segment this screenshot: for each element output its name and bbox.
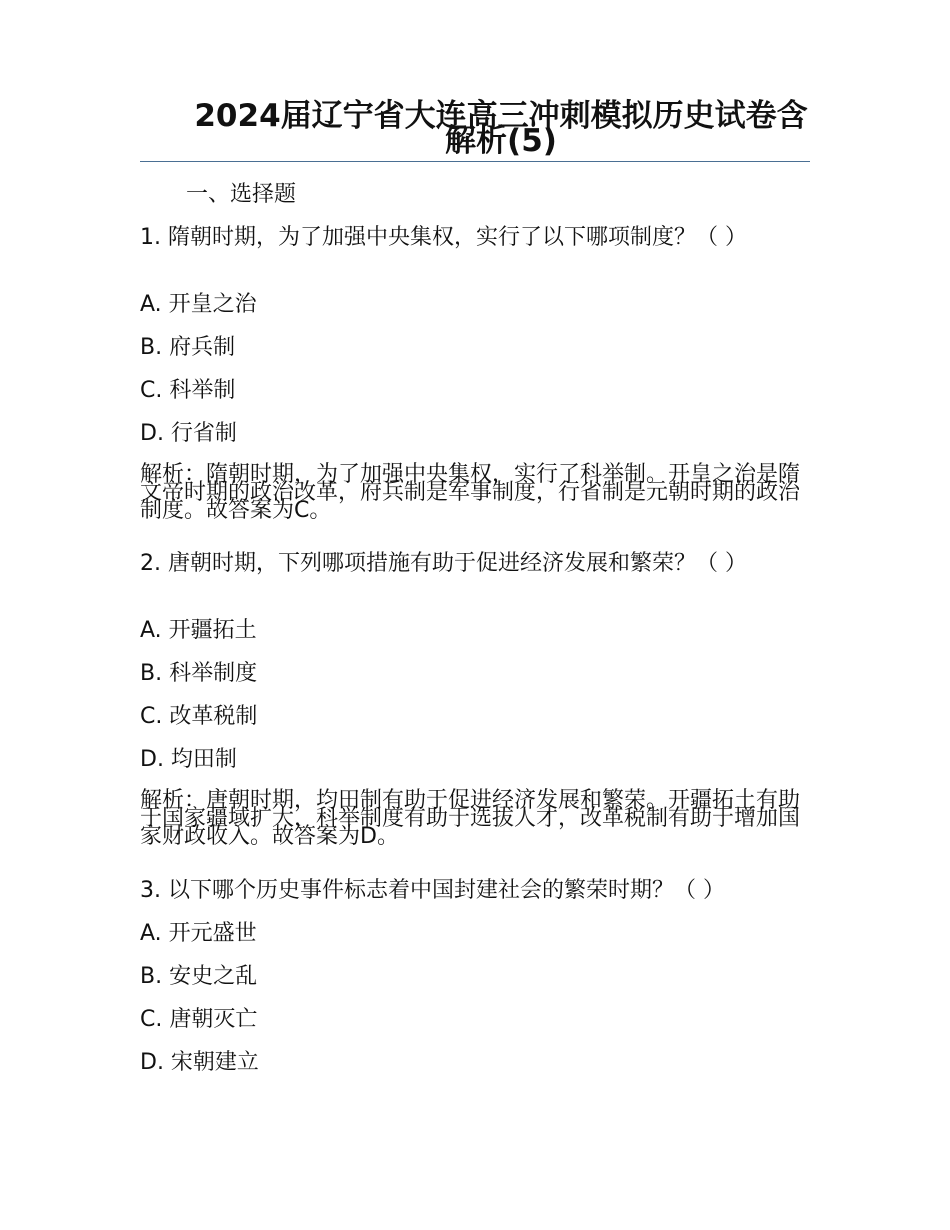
- section-heading: 一、选择题: [186, 182, 297, 207]
- question-2-option-a: A. 开疆拓土: [140, 618, 257, 643]
- question-1-option-b: B. 府兵制: [140, 335, 236, 360]
- question-2-option-c: C. 改革税制: [140, 704, 258, 729]
- question-2-analysis: 解析：唐朝时期，均田制有助于促进经济发展和繁荣。开疆拓土有助于国家疆域扩大，科举制度有助于选拔人才，改革税制有助于增加国家财政收入。故答案为D。: [140, 788, 801, 849]
- question-2-option-d: D. 均田制: [140, 747, 237, 772]
- question-1-stem: 1. 隋朝时期，为了加强中央集权，实行了以下哪项制度？（ ）: [140, 225, 747, 250]
- question-2-stem: 2. 唐朝时期，下列哪项措施有助于促进经济发展和繁荣？（ ）: [140, 551, 747, 576]
- question-1-option-d: D. 行省制: [140, 421, 237, 446]
- question-3-option-c: C. 唐朝灭亡: [140, 1007, 258, 1032]
- question-3-option-b: B. 安史之乱: [140, 964, 258, 989]
- question-1-option-a: A. 开皇之治: [140, 292, 257, 317]
- question-1-option-c: C. 科举制: [140, 378, 236, 403]
- question-1-analysis: 解析：隋朝时期，为了加强中央集权，实行了科举制。开皇之治是隋文帝时期的政治改革，府兵制是军事制度，行省制是元朝时期的政治制度。故答案为C。: [140, 462, 801, 523]
- title-underline: [140, 161, 810, 162]
- question-3-option-a: A. 开元盛世: [140, 921, 257, 946]
- question-3-option-d: D. 宋朝建立: [140, 1050, 259, 1075]
- question-2-option-b: B. 科举制度: [140, 661, 258, 686]
- question-3-stem: 3. 以下哪个历史事件标志着中国封建社会的繁荣时期？（ ）: [140, 878, 725, 903]
- document-title: 2024届辽宁省大连高三冲刺模拟历史试卷含解析(5): [194, 98, 808, 159]
